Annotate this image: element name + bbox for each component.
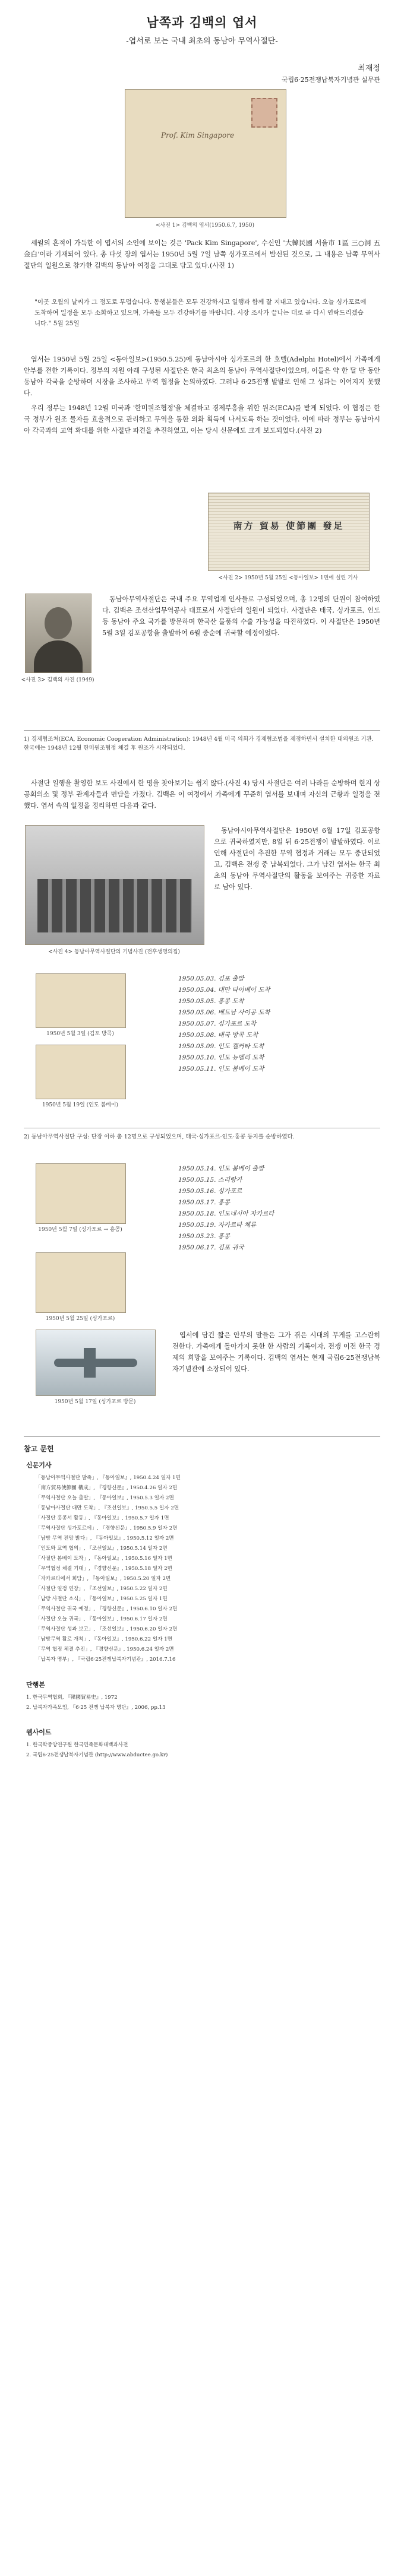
references-subheading: 웹사이트 <box>26 1728 52 1736</box>
schedule-item: 2. 국립6·25전쟁납북자기념관 (http://www.abductee.go.kr) <box>26 1752 168 1758</box>
postage-stamp <box>251 98 277 128</box>
schedule-item: 1950.06.17. 김포 귀국 <box>178 1244 244 1251</box>
body-paragraph <box>214 825 380 896</box>
figure-caption: <사진 2> 1950년 5월 25일 <동아일보> 1면에 실린 기사 <box>218 575 358 581</box>
figure-caption: <사진 3> 김백의 사진 (1949) <box>21 677 94 683</box>
schedule-item: 1950.05.08. 태국 방콕 도착 <box>178 1032 258 1039</box>
reference-item: 4. 「동남아사절단 대만 도착」, 『조선일보』, 1950.5.5 일자 2면 <box>36 1503 380 1514</box>
body-paragraph <box>24 778 380 815</box>
reference-item: 11. 「자카르타에서 회담」, 『동아일보』, 1950.5.20 일자 2면 <box>36 1574 380 1584</box>
reference-item: 3. 「무역사절단 오늘 출발」, 『동아일보』, 1950.5.3 일자 2면 <box>36 1493 380 1503</box>
figure-caption: 1950년 5월 7일 (싱가포르 → 홍콩) <box>38 1227 122 1233</box>
footnote: 1) 경제협조처(ECA, Economic Cooperation Administration): 1948년 4월 미국 의회가 경제협조법을 제정하면서 설치한 대외원조 기관. 한국에는 1948년 12월 한미원조협정 체결 후 원조가 시작되었다. <box>24 736 374 751</box>
author-name: 최재정 <box>358 64 380 73</box>
body-paragraph <box>24 354 380 440</box>
group-photo <box>25 825 204 945</box>
reference-item: 14. 「무역사절단 귀국 예정」, 『경향신문』, 1950.6.10 일자 2면 <box>36 1604 380 1614</box>
news-headline: 南方 貿易 使節團 發足 <box>233 521 345 531</box>
page-subtitle: -엽서로 보는 국내 최초의 동남아 무역사절단- <box>126 37 278 46</box>
paragraph-text: 엽서에 담긴 짧은 안부의 말들은 그가 겪은 시대의 무게를 고스란히 전한다. 가족에게 돌아가지 못한 한 사람의 기록이자, 전쟁 이전 한국 경제의 희망을 보여주는 기록이다. 김백의 엽서는 현재 국립6·25전쟁납북자기념관에 소장되어 있다. <box>172 1331 380 1373</box>
newspaper-photo <box>208 493 370 571</box>
postcard-thumbnail <box>36 1045 126 1099</box>
reference-item: 10. 「무역협정 체결 기대」, 『경향신문』, 1950.5.18 일자 2면 <box>36 1564 380 1574</box>
body-paragraph <box>102 594 380 642</box>
reference-item: 15. 「사절단 오늘 귀국」, 『동아일보』, 1950.6.17 일자 2면 <box>36 1614 380 1625</box>
references-divider <box>24 1436 380 1437</box>
schedule-item: 1950.05.15. 스리랑카 <box>178 1176 242 1184</box>
reference-item: 17. 「남방무역 활로 개척」, 『동아일보』, 1950.6.22 일자 1면 <box>36 1635 380 1645</box>
portrait-figure <box>45 607 72 639</box>
airplane-photo <box>36 1330 156 1396</box>
postcard-thumbnail <box>36 1252 126 1313</box>
schedule-item: 1950.05.05. 홍콩 도착 <box>178 998 244 1005</box>
paragraph-text: 엽서는 1950년 5월 25일 <동아일보>(1950.5.25)에 동남아시아 싱가포르의 한 호텔(Adelphi Hotel)에서 가족에게 안부를 전한 기록이다. 정부의 지원 아래 구성된 사절단은 한국 최초의 동남아 무역사절단이었으며, 이들은 약 한 달 반 동안 동남아 각국을 순방하며 시장을 조사하고 무역 협정을 논의하였다. 그러나 6·25전쟁 발발로 인해 그 성과는 이어지지 못했다. <box>24 356 380 397</box>
schedule-item: 1950.05.18. 인도네시아 자카르타 <box>178 1210 274 1217</box>
reference-item: 16. 「무역사절단 성과 보고」, 『조선일보』, 1950.6.20 일자 2면 <box>36 1625 380 1635</box>
postcard-quote: "이곳 오월의 날씨가 그 정도로 무덥습니다. 동행분들은 모두 건강하시고 일행과 함께 잘 지내고 있습니다. 오늘 싱가포르에 도착하여 일정을 모두 소화하고 있으며, 가족들 모두 건강하기를 바랍니다. 시장 조사가 끝나는 대로 곧 다시 연락드리겠습니다." 5월 25일 <box>34 299 367 327</box>
reference-item: 13. 「남방 사절단 소식」, 『동아일보』, 1950.5.25 일자 1면 <box>36 1594 380 1604</box>
author-affiliation: 국립6·25전쟁납북자기념관 실무관 <box>281 76 380 84</box>
footnote-divider <box>24 730 380 731</box>
body-paragraph <box>172 1330 380 1378</box>
figure-caption: 1950년 5월 17일 (싱가포르 방문) <box>54 1399 136 1405</box>
web-list <box>26 1740 380 1760</box>
schedule-item: 1950.05.14. 인도 봄베이 출발 <box>178 1165 264 1172</box>
figure-caption: <사진 4> 동남아무역사절단의 기념사진 (전후생명의집) <box>48 949 180 955</box>
airplane-wing <box>84 1348 96 1378</box>
paragraph-text: 동남아시아무역사절단은 1950년 6월 17일 김포공항으로 귀국하였지만, 8일 뒤 6·25전쟁이 발발하였다. 이로 인해 사절단이 추진한 무역 협정과 거래는 모두 중단되었고, 김백은 전쟁 중 납북되었다. 그가 남긴 엽서는 한국 최초의 동남아 무역사절단의 활동을 보여주는 귀중한 자료로 남아 있다. <box>214 827 380 891</box>
footnote: 2) 동남아무역사절단 구성: 단장 이하 총 12명으로 구성되었으며, 태국·싱가포르·인도·홍콩 등지를 순방하였다. <box>24 1134 295 1140</box>
reference-item: 1. 「동남아무역사절단 발족」, 『동아일보』, 1950.4.24 일자 1면 <box>36 1473 380 1483</box>
reference-item: 19. 「납북자 명부」, 『국립6·25전쟁납북자기념관』, 2016.7.16 <box>36 1655 380 1665</box>
schedule-list-a <box>178 973 270 1075</box>
schedule-item: 1950.05.17. 홍콩 <box>178 1199 231 1206</box>
reference-item: 8. 「인도와 교역 협의」, 『조선일보』, 1950.5.14 일자 2면 <box>36 1544 380 1554</box>
references-list <box>26 1473 380 1665</box>
body-paragraph <box>24 237 380 275</box>
schedule-item: 1. 한국무역협회, 『韓國貿易史』, 1972 <box>26 1695 118 1701</box>
references-subheading: 단행본 <box>26 1681 45 1689</box>
schedule-item: 1950.05.04. 대만 타이베이 도착 <box>178 986 270 994</box>
paragraph-text: 세월의 흔적이 가득한 이 엽서의 소인에 보이는 것은 'Pack Kim Singapore', 수신인 '大韓民國 서울市 1區 三○洞 五 金白'이라 기재되어 있다. 총 다섯 장의 엽서는 1950년 5월 7일 남쪽 싱가포르에서 발신된 것으로, 그 내용은 남쪽 무역사절단의 일원으로 참가한 김백의 동남아 여정을 그대로 담고 있다.(사진 1) <box>24 239 380 269</box>
schedule-item: 1950.05.23. 홍콩 <box>178 1233 231 1240</box>
schedule-item: 1950.05.09. 인도 캘커타 도착 <box>178 1043 264 1050</box>
books-list <box>26 1693 380 1713</box>
reference-item: 6. 「무역사절단 싱가포르에」, 『경향신문』, 1950.5.9 일자 2면 <box>36 1524 380 1534</box>
schedule-item: 1950.05.07. 싱가포르 도착 <box>178 1020 256 1027</box>
references-subheading: 신문기사 <box>26 1461 52 1469</box>
schedule-item: 1950.05.19. 자카르타 체류 <box>178 1222 256 1229</box>
schedule-item: 1950.05.06. 베트남 사이공 도착 <box>178 1009 270 1016</box>
postcard-handwriting: Prof. Kim Singapore <box>161 131 235 139</box>
schedule-list-b <box>178 1163 274 1254</box>
page-title: 남쪽과 김백의 엽서 <box>146 15 258 30</box>
schedule-item: 1. 한국학중앙연구원 한국민족문화대백과사전 <box>26 1742 128 1748</box>
schedule-item: 1950.05.11. 인도 봄베이 도착 <box>178 1065 264 1073</box>
figure-caption: 1950년 5월 19일 (인도 봄베이) <box>42 1102 119 1108</box>
reference-item: 7. 「남방 무역 전망 밝다」, 『동아일보』, 1950.5.12 일자 2면 <box>36 1534 380 1544</box>
reference-item: 12. 「사절단 일정 연장」, 『조선일보』, 1950.5.22 일자 2면 <box>36 1584 380 1594</box>
paragraph-text: 동남아무역사절단은 국내 주요 무역업계 인사들로 구성되었으며, 총 12명의 단원이 참여하였다. 김백은 조선산업무역공사 대표로서 사절단의 일원이 되었다. 사절단은 태국, 싱가포르, 인도 등 동남아 주요 국가를 방문하며 한국산 물품의 수출 가능성을 타진하였다. 이 사절단은 1950년 5월 3일 김포공항을 출발하여 6월 중순에 귀국할 예정이었다. <box>102 595 380 637</box>
portrait-photo <box>25 594 91 673</box>
references-title: 참고 문헌 <box>24 1445 54 1453</box>
figure-caption: <사진 1> 김백의 엽서(1950.6.7, 1950) <box>156 223 254 229</box>
figure-caption: 1950년 5월 25일 (싱가포르) <box>45 1316 115 1322</box>
paragraph-text: 사절단 일행을 촬영한 보도 사진에서 한 명을 찾아보기는 쉽지 않다.(사진 4) 당시 사절단은 여러 나라를 순방하며 현지 상공회의소 및 정부 관계자들과 면담을 가졌다. 김백은 이 여정에서 가족에게 꾸준히 엽서를 보내며 자신의 근황과 일정을 전했다. 엽서 속의 일정을 정리하면 다음과 같다. <box>24 779 380 810</box>
reference-item: 18. 「무역 협정 체결 추진」, 『경향신문』, 1950.6.24 일자 2면 <box>36 1645 380 1655</box>
schedule-item: 1950.05.16. 싱가포르 <box>178 1188 242 1195</box>
postcard-thumbnail <box>36 973 126 1028</box>
schedule-item: 1950.05.10. 인도 뉴델리 도착 <box>178 1054 264 1061</box>
schedule-item: 1950.05.03. 김포 출발 <box>178 975 244 982</box>
reference-item: 9. 「사절단 봄베이 도착」, 『동아일보』, 1950.5.16 일자 1면 <box>36 1554 380 1564</box>
reference-item: 5. 「사절단 홍콩서 활동」, 『동아일보』, 1950.5.7 일자 1면 <box>36 1514 380 1524</box>
schedule-item: 2. 납북자가족모임, 『6·25 전쟁 납북자 명단』, 2006, pp.13 <box>26 1705 166 1711</box>
postcard-thumbnail <box>36 1163 126 1224</box>
group-people <box>37 879 192 932</box>
reference-item: 2. 「南方貿易使節團 構成」, 『경향신문』, 1950.4.26 일자 2면 <box>36 1483 380 1493</box>
airplane-shape <box>54 1359 137 1367</box>
postcard-photo <box>125 89 286 218</box>
figure-caption: 1950년 5월 3일 (김포 방콕) <box>46 1031 114 1037</box>
paragraph-text: 우리 정부는 1948년 12월 미국과 '한미원조협정'을 체결하고 경제부흥을 위한 원조(ECA)를 받게 되었다. 이 협정은 한국 정부가 원조 물자를 효율적으로 관리하고 무역을 통한 외화 획득에 나서도록 하는 것이었다. 이에 따라 정부는 동남아시아 각국과의 교역 확대를 위한 사절단 파견을 추진하였고, 이는 당시 신문에도 크게 보도되었다.(사진 2) <box>24 404 380 434</box>
